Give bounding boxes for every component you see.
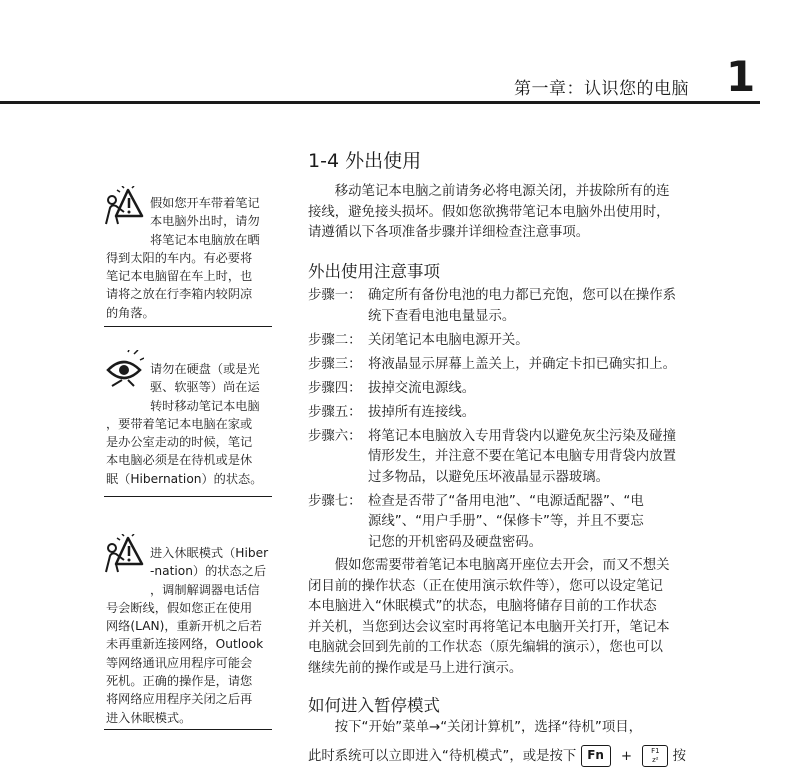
step-label: 步骤四： bbox=[308, 380, 362, 396]
note-line: 笔记本电脑留在车上时，也 bbox=[106, 269, 253, 284]
note-line: -nation）的状态之后 bbox=[150, 564, 267, 579]
step-line: 过多物品，以避免压坏液晶显示器玻璃。 bbox=[368, 469, 610, 485]
note-line: ，要带着笔记本电脑在家或 bbox=[106, 416, 253, 431]
f1-sleep-key-icon bbox=[642, 745, 668, 767]
note-line: 本电脑必须是在待机或是休 bbox=[106, 453, 253, 468]
step-line: 关闭笔记本电脑电源开关。 bbox=[368, 332, 529, 348]
paragraph-text: 按 bbox=[672, 748, 686, 764]
note-line: ，调制解调器电话信 bbox=[150, 582, 260, 597]
note-line: 等网络通讯应用程序可能会 bbox=[106, 655, 253, 670]
step-line: 检查是否带了“备用电池”、“电源适配器”、“电 bbox=[368, 493, 644, 509]
paragraph-line: 并关机，当您到达会议室时再将笔记本电脑开关打开，笔记本 bbox=[308, 619, 670, 635]
fn-key-icon: Fn bbox=[581, 745, 611, 767]
paragraph-line-with-keys bbox=[308, 745, 686, 768]
step-line: 记您的开机密码及硬盘密码。 bbox=[368, 534, 543, 550]
step-line: 确定所有备份电池的电力都已充饱，您可以在操作系 bbox=[368, 288, 676, 303]
note-line: 死机。正确的操作是，请您 bbox=[106, 674, 253, 689]
paragraph-line: 请遵循以下各项准备步骤并详细检查注意事项。 bbox=[308, 225, 590, 240]
step-item bbox=[308, 355, 676, 376]
paragraph-line: 移动笔记本电脑之前请务必将电源关闭，并拔除所有的连 bbox=[308, 184, 670, 199]
section-title: 1-4 外出使用 bbox=[308, 150, 422, 172]
step-item bbox=[308, 427, 676, 489]
note-line: 号会断线，假如您正在使用 bbox=[106, 600, 253, 615]
note-divider bbox=[104, 496, 272, 497]
note-line: 眠（Hibernation）的状态。 bbox=[106, 471, 263, 486]
chapter-number: 1 bbox=[726, 52, 756, 101]
note-line: 请勿在硬盘（或是光 bbox=[150, 362, 260, 376]
paragraph-line: 闭目前的操作状态（正在使用演示软件等），您可以设定笔记 bbox=[308, 578, 663, 594]
steps-list bbox=[308, 286, 676, 557]
note-line: 的角落。 bbox=[106, 305, 155, 320]
chapter-title: 第一章：认识您的电脑 bbox=[514, 79, 689, 99]
header-rule bbox=[0, 101, 760, 104]
note-line: 进入休眠模式（Hiber bbox=[150, 546, 269, 560]
step-line: 将液晶显示屏幕上盖关上，并确定卡扣已确实扣上。 bbox=[368, 356, 676, 372]
suspend-paragraph bbox=[308, 718, 686, 767]
step-label: 步骤一： bbox=[308, 288, 362, 303]
step-label: 步骤二： bbox=[308, 332, 362, 348]
suspend-subtitle: 如何进入暂停模式 bbox=[308, 696, 440, 715]
note-line: 将网络应用程序关闭之后再 bbox=[106, 692, 253, 707]
step-label: 步骤六： bbox=[308, 428, 362, 444]
paragraph-line: 按下“开始”菜单→“关闭计算机”，选择“待机”项目， bbox=[308, 720, 643, 735]
note-line: 请将之放在行李箱内较阴凉 bbox=[106, 287, 253, 302]
intro-paragraph bbox=[308, 182, 670, 244]
step-label: 步骤五： bbox=[308, 404, 362, 420]
notes-subtitle: 外出使用注意事项 bbox=[308, 262, 440, 281]
step-item bbox=[308, 492, 676, 554]
step-label: 步骤七： bbox=[308, 493, 362, 509]
paragraph-line: 本电脑进入“休眠模式”的状态，电脑将储存目前的工作状态 bbox=[308, 599, 657, 614]
key-top-label: F1 bbox=[651, 746, 660, 755]
paragraph-line: 接线，避免接头损坏。假如您欲携带笔记本电脑外出使用时， bbox=[308, 204, 670, 220]
note-divider bbox=[104, 729, 272, 730]
paragraph-line: 电脑就会回到先前的工作状态（原先编辑的演示），您也可以 bbox=[308, 640, 663, 655]
plus-sign: + bbox=[620, 748, 633, 764]
step-line: 将笔记本电脑放入专用背袋内以避免灰尘污染及碰撞 bbox=[368, 428, 676, 444]
step-item bbox=[308, 331, 676, 352]
step-label: 步骤三： bbox=[308, 356, 362, 372]
paragraph-text: 此时系统可以立即进入“待机模式”，或是按下 bbox=[308, 748, 577, 764]
step-line: 拔掉所有连接线。 bbox=[368, 404, 476, 420]
step-line: 源线”、“用户手册”、“保修卡”等，并且不要忘 bbox=[368, 514, 644, 529]
note-line: 驱、软驱等）尚在运 bbox=[150, 380, 260, 395]
hibernate-paragraph bbox=[308, 556, 670, 679]
note-line: 网络(LAN)，重新开机之后若 bbox=[106, 619, 262, 634]
note-line: 将笔记本电脑放在晒 bbox=[150, 232, 260, 247]
paragraph-line: 假如您需要带着笔记本电脑离开座位去开会，而又不想关 bbox=[308, 558, 670, 573]
note-line: 进入休眠模式。 bbox=[106, 710, 192, 725]
sidebar-note-2 bbox=[106, 360, 262, 488]
sidebar-note-1 bbox=[106, 194, 260, 322]
step-item bbox=[308, 403, 676, 424]
note-line: 得到太阳的车内。有必要将 bbox=[106, 250, 253, 265]
note-line: 本电脑外出时，请勿 bbox=[150, 214, 260, 229]
step-line: 情形发生，并注意不要在笔记本电脑专用背袋内放置 bbox=[368, 449, 676, 464]
note-line: 假如您开车带着笔记 bbox=[150, 196, 260, 210]
sidebar-note-3 bbox=[106, 544, 268, 727]
note-divider bbox=[104, 326, 272, 327]
note-line: 转时移动笔记本电脑 bbox=[150, 398, 260, 413]
note-line: 是办公室走动的时候，笔记 bbox=[106, 435, 253, 450]
step-item bbox=[308, 379, 676, 400]
key-bottom-label: z² bbox=[652, 755, 659, 764]
step-line: 拔掉交流电源线。 bbox=[368, 380, 476, 396]
note-line: 未再重新连接网络，Outlook bbox=[106, 637, 264, 652]
step-item bbox=[308, 286, 676, 327]
paragraph-line: 继续先前的操作或是马上进行演示。 bbox=[308, 660, 523, 676]
step-line: 统下查看电池电量显示。 bbox=[368, 308, 516, 324]
